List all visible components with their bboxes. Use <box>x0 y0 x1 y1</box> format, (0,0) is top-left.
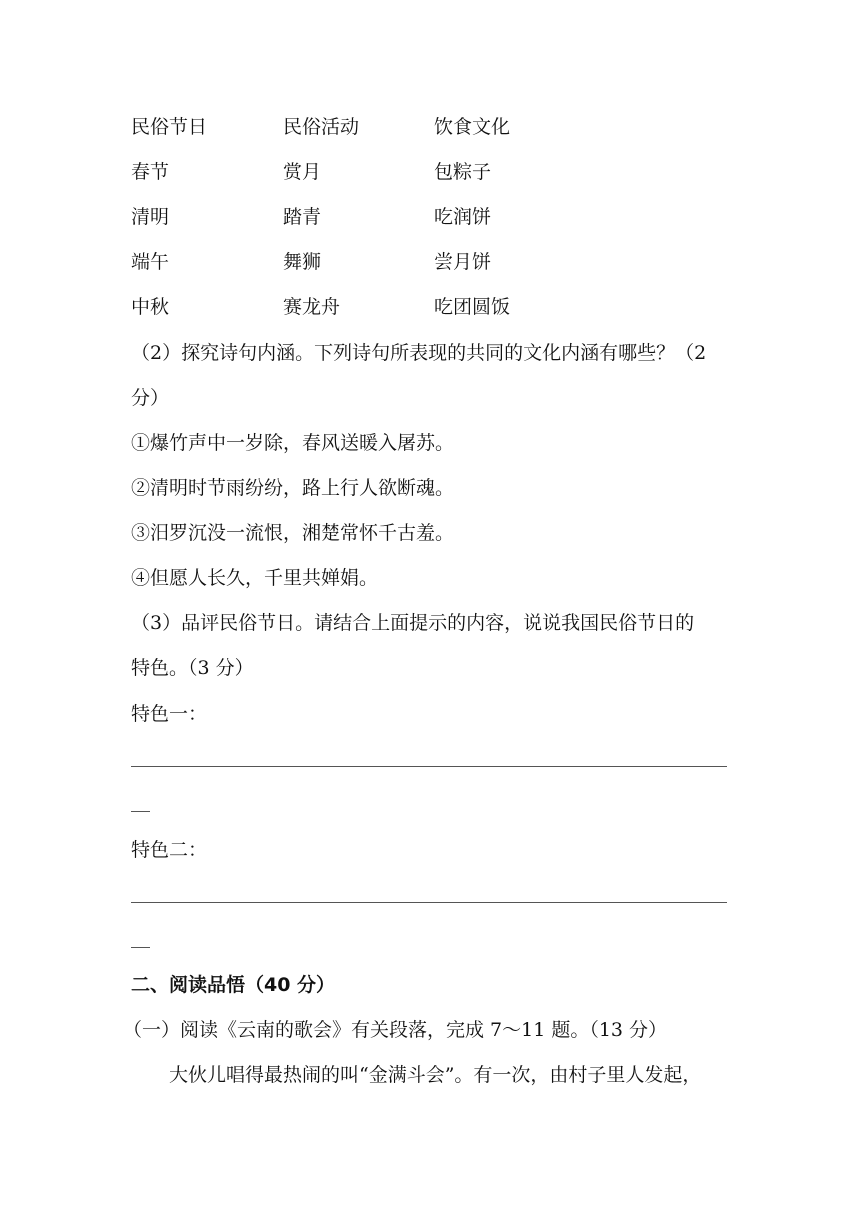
table-header-activity: 民俗活动 <box>283 116 360 138</box>
poem-line: ③汨罗沉没一流恨，湘楚常怀千古羞。 <box>131 522 455 544</box>
table-cell: 吃润饼 <box>434 206 492 228</box>
answer-line-continuation <box>131 947 150 948</box>
reading-paragraph: 大伙儿唱得最热闹的叫“金满斗会”。有一次，由村子里人发起， <box>169 1064 702 1086</box>
poem-line: ②清明时节雨纷纷，路上行人欲断魂。 <box>131 477 455 499</box>
answer-line-continuation <box>131 811 150 812</box>
table-cell: 清明 <box>131 206 170 228</box>
poem-line: ④但愿人长久，千里共婵娟。 <box>131 567 379 589</box>
table-cell: 吃团圆饭 <box>434 296 511 318</box>
table-cell: 尝月饼 <box>434 251 492 273</box>
section-heading: 二、阅读品悟（40 分） <box>131 974 336 996</box>
table-cell: 端午 <box>131 251 170 273</box>
question-2-prompt-cont: 分） <box>131 387 170 409</box>
table-cell: 中秋 <box>131 296 170 318</box>
table-header-festival: 民俗节日 <box>131 116 208 138</box>
feature-2-label: 特色二： <box>131 839 208 861</box>
table-header-food: 饮食文化 <box>434 116 511 138</box>
table-cell: 踏青 <box>283 206 322 228</box>
answer-line[interactable] <box>131 766 727 767</box>
question-3-prompt: （3）品评民俗节日。请结合上面提示的内容，说说我国民俗节日的 <box>131 612 695 634</box>
feature-1-label: 特色一： <box>131 703 208 725</box>
question-2-prompt: （2）探究诗句内涵。下列诗句所表现的共同的文化内涵有哪些？（2 <box>131 342 707 364</box>
table-cell: 赏月 <box>283 161 322 183</box>
subsection-instruction: （一）阅读《云南的歌会》有关段落，完成 7～11 题。（13 分） <box>123 1019 668 1041</box>
table-cell: 春节 <box>131 161 170 183</box>
table-cell: 舞狮 <box>283 251 322 273</box>
question-3-prompt-cont: 特色。（3 分） <box>131 657 254 679</box>
poem-line: ①爆竹声中一岁除，春风送暖入屠苏。 <box>131 432 455 454</box>
table-cell: 包粽子 <box>434 161 492 183</box>
answer-line[interactable] <box>131 902 727 903</box>
table-cell: 赛龙舟 <box>283 296 341 318</box>
